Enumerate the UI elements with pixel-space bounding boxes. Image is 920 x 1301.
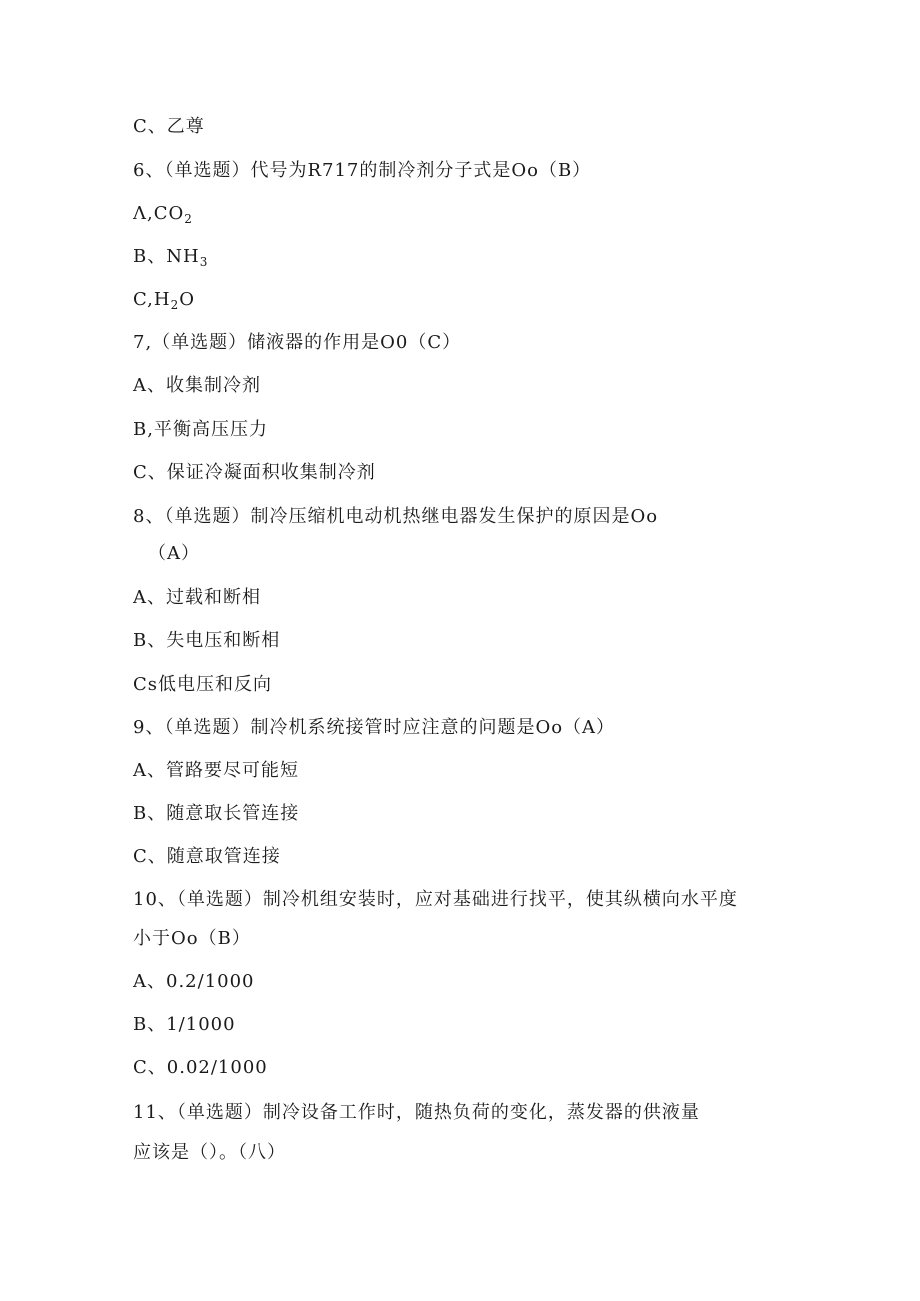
- option-a-q9: A、管路要尽可能短: [133, 760, 299, 781]
- question-6: 6、（单选题）代号为R717的制冷剂分子式是Oo（B）: [133, 160, 592, 181]
- formula-h2o-prefix: C,H: [133, 289, 171, 310]
- option-c-q6: [133, 289, 195, 311]
- formula-h2o-suffix: O: [179, 289, 195, 310]
- formula-nh3-prefix: B、NH: [133, 246, 200, 267]
- option-a-q6: [133, 203, 193, 225]
- option-a-q7: A、收集制冷剂: [133, 375, 261, 396]
- question-8: 8、（单选题）制冷压缩机电动机热继电器发生保护的原因是Oo: [133, 506, 659, 527]
- option-b-q8: B、失电压和断相: [133, 630, 281, 651]
- question-9: 9、（单选题）制冷机系统接管时应注意的问题是Oo（A）: [133, 717, 616, 738]
- question-7: 7,（单选题）储液器的作用是O0（C）: [133, 332, 462, 353]
- option-c-q5: C、乙尊: [133, 116, 205, 137]
- option-c-q7: C、保证冷凝面积收集制冷剂: [133, 462, 376, 483]
- formula-co2-prefix: Λ,CO: [133, 203, 185, 224]
- option-a-q8: A、过载和断相: [133, 587, 261, 608]
- option-b-q10: B、1/1000: [133, 1014, 236, 1035]
- question-11: 11、（单选题）制冷设备工作时，随热负荷的变化，蒸发器的供液量: [133, 1102, 700, 1123]
- question-10: 10、（单选题）制冷机组安装时，应对基础进行找平，使其纵横向水平度: [133, 889, 738, 910]
- option-a-q10: A、0.2/1000: [133, 971, 255, 992]
- option-c-q9: C、随意取管连接: [133, 846, 281, 867]
- option-c-q8: Cs低电压和反向: [133, 674, 273, 695]
- option-c-q10: C、0.02/1000: [133, 1057, 268, 1078]
- formula-h2o-subscript: 2: [170, 298, 180, 312]
- question-11-continued: 应该是（）。（八）: [133, 1142, 286, 1163]
- option-b-q7: B,平衡高压压力: [133, 419, 268, 440]
- formula-co2-subscript: 2: [184, 212, 193, 226]
- option-b-q6: [133, 246, 208, 268]
- question-8-answer: （A）: [148, 543, 200, 564]
- question-10-continued: 小于Oo（B）: [133, 928, 251, 949]
- formula-nh3-subscript: 3: [199, 255, 209, 269]
- option-b-q9: B、随意取长管连接: [133, 803, 300, 824]
